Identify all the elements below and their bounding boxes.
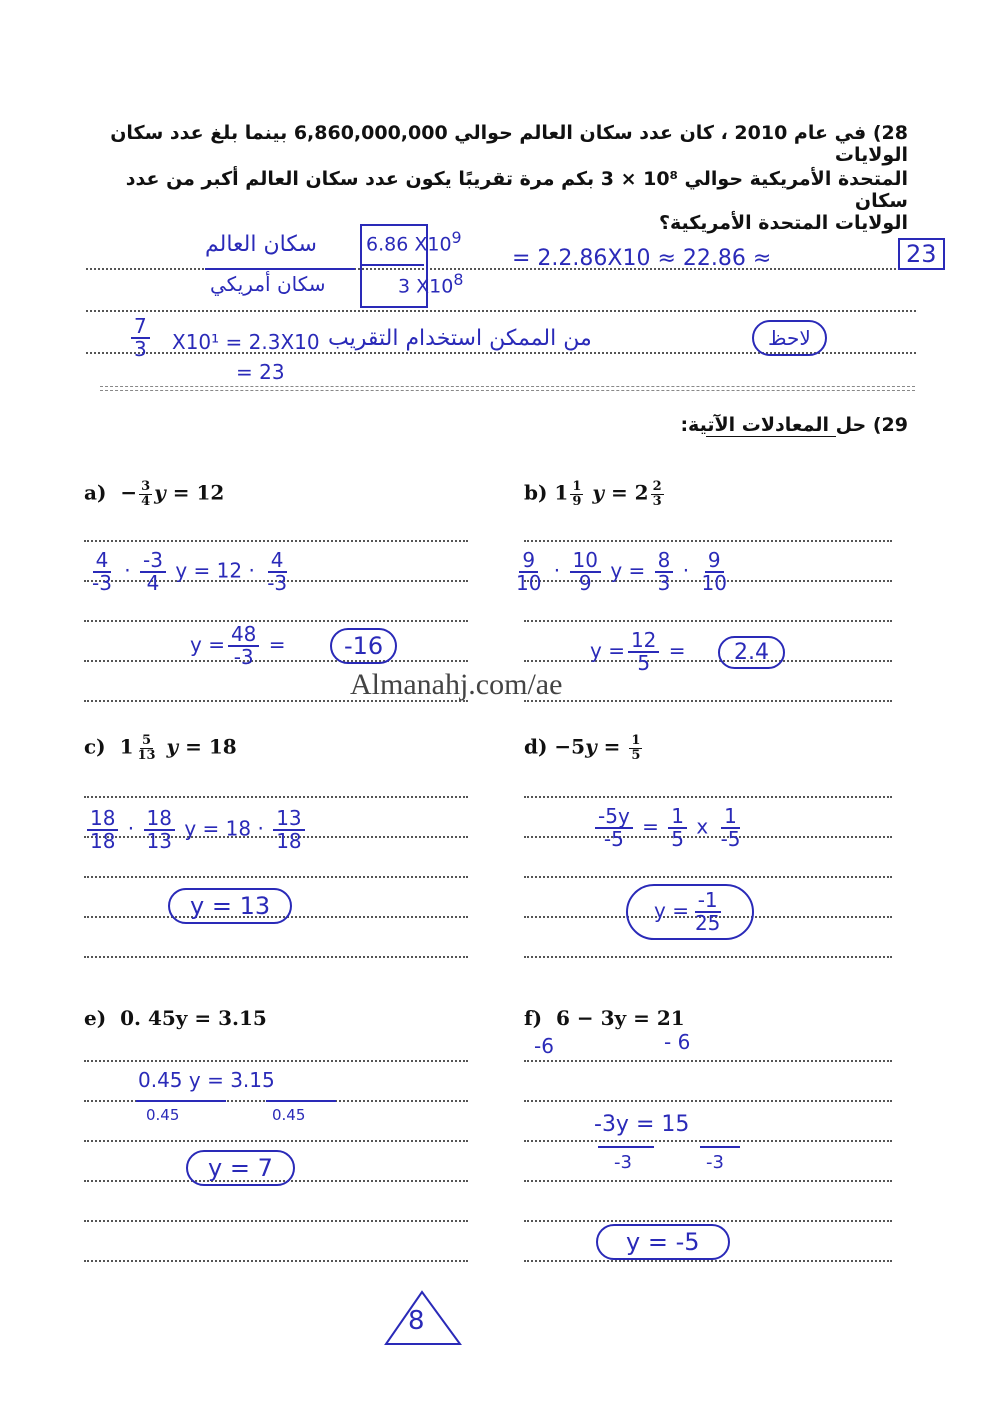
hw-line2-frac: $\frac{7}{3}$: [128, 316, 153, 360]
page-number: 8: [408, 1306, 425, 1336]
hw-label-world: سكان العالم: [205, 232, 317, 257]
watermark: Almanahj.com/ae: [350, 668, 563, 701]
answer-line: [524, 620, 892, 622]
answer-line: [84, 540, 468, 542]
answer-line: [84, 1220, 468, 1222]
hw-a-work2: y = $\frac{48}{-3}$ =: [190, 622, 286, 669]
hw-fraction-bar: [205, 268, 355, 270]
answer-line: [84, 1060, 468, 1062]
hw-d-work1: $\frac{-5y}{-5}$ = $\frac{1}{5}$ x $\frac{1}{-5}$: [592, 806, 747, 850]
hw-f-den-left: -3: [614, 1152, 632, 1173]
hw-c-work1: $\frac{18}{18}$ · $\frac{18}{13}$ y = 18 · $\frac{13}{18}$: [84, 808, 308, 852]
hw-box-bottom: 3 $X10^8$: [398, 270, 464, 298]
answer-line: [524, 796, 892, 798]
hw-label-america: سكان أمريكي: [210, 272, 326, 296]
hw-d-answer: y = $\frac{-1}{25}$: [626, 884, 754, 940]
q28-line3: الولايات المتحدة الأمريكية؟: [658, 212, 908, 234]
hw-e-bar-right: [266, 1100, 336, 1102]
hw-f-den-right: -3: [706, 1152, 724, 1173]
label-e: e) 0. 45y = 3.15: [84, 1006, 267, 1030]
answer-line: [84, 1260, 468, 1262]
hw-b-work1: $\frac{9}{10}$ · $\frac{10}{9}$ y = $\frac{8}{3}$ · $\frac{9}{10}$: [516, 548, 727, 595]
answer-line: [84, 1140, 468, 1142]
hw-b-answer: 2.4: [718, 636, 785, 669]
hw-e-answer: y = 7: [186, 1150, 295, 1186]
label-f: f) 6 − 3y = 21: [524, 1006, 685, 1030]
answer-line: [524, 540, 892, 542]
label-c: c) 1 $\frac{5}{13}$ y = 18: [84, 733, 237, 763]
answer-line: [524, 1140, 892, 1142]
hw-e-den-left: 0.45: [146, 1106, 180, 1124]
answer-line: [84, 876, 468, 878]
hw-f-bar-left: [598, 1146, 654, 1148]
answer-line: [524, 700, 892, 702]
label-b: b) 1 $\frac{1}{9}$ y = 2 $\frac{2}{3}$: [524, 479, 662, 509]
hw-a-answer: -16: [330, 628, 397, 664]
answer-line: [524, 1180, 892, 1182]
hw-answer-box: 23: [898, 238, 945, 270]
q29-title: 29) حل المعادلات الآتية:: [680, 414, 908, 436]
answer-line: [524, 1220, 892, 1222]
hw-note-circle: لاحظ: [752, 320, 827, 356]
answer-line: [84, 956, 468, 958]
section-separator: [100, 386, 915, 391]
hw-f-work1-right: - 6: [664, 1030, 691, 1054]
hw-step: = 2.2.86X10 ≈ 22.86 ≈: [512, 246, 772, 271]
q28-line1: 28) في عام 2010 ، كان عدد سكان العالم حوالي 6,860,000,000 بينما بلغ عدد سكان الولايات: [110, 122, 908, 166]
hw-e-bar-left: [136, 1100, 226, 1102]
answer-line: [84, 796, 468, 798]
answer-line: [524, 1100, 892, 1102]
hw-f-work1-left: -6: [534, 1034, 554, 1058]
hw-e-work-top: 0.45 y = 3.15: [138, 1068, 275, 1092]
label-a: a) − $\frac{3}{4}$ y = 12: [84, 479, 225, 509]
hw-e-den-right: 0.45: [272, 1106, 306, 1124]
answer-line: [524, 1260, 892, 1262]
hw-f-bar-right: [700, 1146, 740, 1148]
hw-b-work2: y = $\frac{12}{5}$ =: [590, 628, 686, 675]
hw-box-top: 6.86 $X10^9$: [366, 228, 462, 256]
hw-line3: = 23: [236, 360, 285, 384]
answer-line: [86, 310, 916, 312]
answer-line: [524, 956, 892, 958]
hw-c-answer: y = 13: [168, 888, 292, 924]
answer-line: [524, 1060, 892, 1062]
answer-line: [84, 620, 468, 622]
hw-line2-note: من الممكن استخدام التقريب: [328, 326, 592, 351]
answer-line: [524, 876, 892, 878]
label-d: d) −5y = $\frac{1}{5}$: [524, 733, 641, 763]
hw-f-work2: -3y = 15: [594, 1112, 690, 1137]
answer-line: [524, 660, 892, 662]
hw-box-divider: [360, 264, 424, 266]
hw-f-answer: y = -5: [596, 1224, 730, 1260]
q29-title-underline: [706, 436, 836, 437]
q28-line2: المتحدة الأمريكية حوالي 10⁸ × 3 بكم مرة تقريبًا يكون عدد سكان العالم أكبر من عدد سكان: [125, 168, 908, 212]
hw-line2-rest: X10¹ = 2.3X10: [172, 330, 320, 354]
hw-a-work1: $\frac{4}{-3}$ · $\frac{-3}{4}$ y = 12 · $\frac{4}{-3}$: [92, 548, 288, 595]
